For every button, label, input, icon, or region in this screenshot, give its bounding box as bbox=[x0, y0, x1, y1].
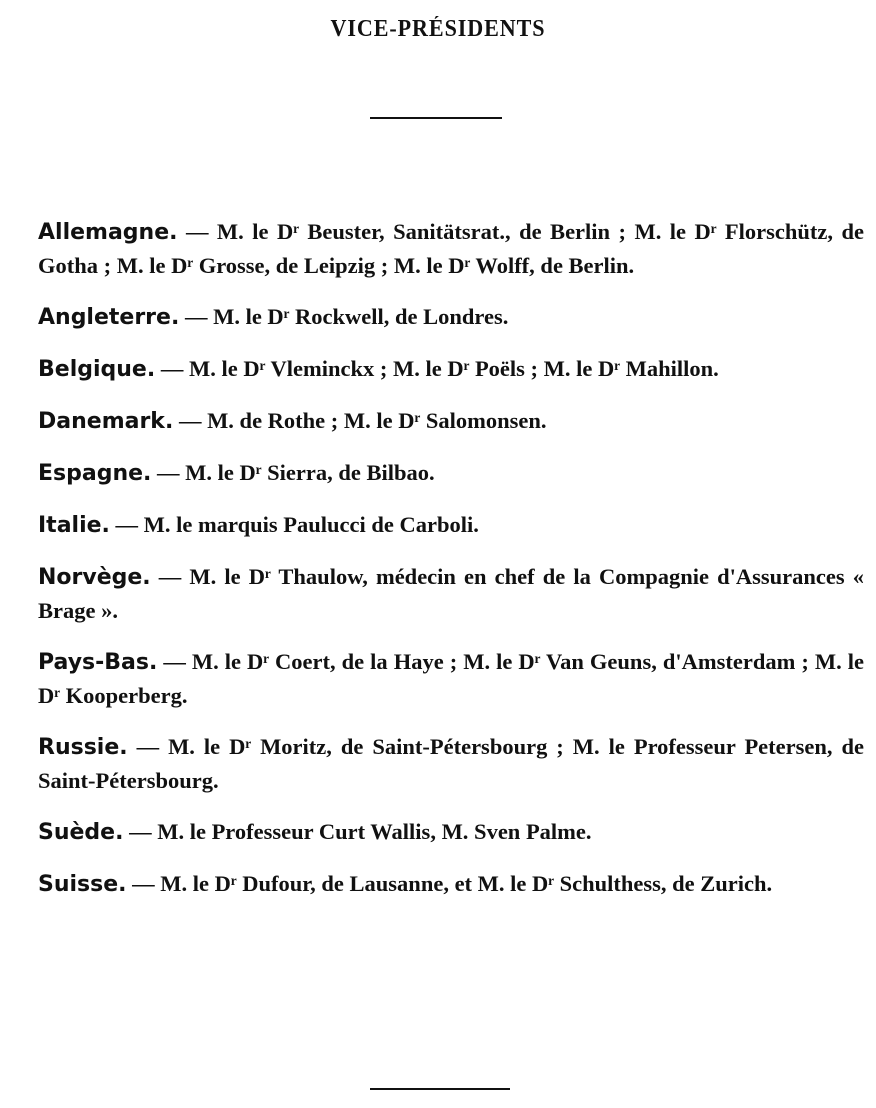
entry-norvege bbox=[38, 560, 864, 627]
country-label: Pays-Bas. bbox=[38, 650, 158, 675]
entry-espagne bbox=[38, 456, 864, 490]
entry-text: — M. le Dʳ Rockwell, de Londres. bbox=[179, 304, 509, 329]
country-label: Italie. bbox=[38, 513, 110, 538]
entry-russie bbox=[38, 730, 864, 797]
entry-text: — M. le Dʳ Sierra, de Bilbao. bbox=[151, 460, 435, 485]
country-label: Suède. bbox=[38, 820, 124, 845]
country-label: Norvège. bbox=[38, 565, 151, 590]
entry-italie bbox=[38, 508, 864, 542]
entry-text: — M. de Rothe ; M. le Dʳ Salomonsen. bbox=[173, 408, 547, 433]
country-label: Suisse. bbox=[38, 872, 127, 897]
entry-text: — M. le Dʳ Moritz, de Saint-Pétersbourg ; M. le Professeur Petersen, de Saint-Pétersbourg. bbox=[38, 734, 864, 793]
vice-presidents-list bbox=[38, 215, 864, 919]
entry-suede bbox=[38, 815, 864, 849]
entry-text: — M. le Dʳ Vleminckx ; M. le Dʳ Poëls ; M. le Dʳ Mahillon. bbox=[155, 356, 719, 381]
entry-text: — M. le Dʳ Coert, de la Haye ; M. le Dʳ Van Geuns, d'Amsterdam ; M. le Dʳ Kooperberg. bbox=[38, 649, 864, 708]
entry-text: — M. le Dʳ Beuster, Sanitätsrat., de Berlin ; M. le Dʳ Florschütz, de Gotha ; M. le Dʳ Grosse, de Leipzig ; M. le Dʳ Wolff, de Berlin. bbox=[38, 219, 864, 278]
country-label: Russie. bbox=[38, 735, 128, 760]
entry-text: — M. le Professeur Curt Wallis, M. Sven Palme. bbox=[123, 819, 592, 844]
entry-text: — M. le Dʳ Thaulow, médecin en chef de la Compagnie d'Assurances « Brage ». bbox=[38, 564, 864, 623]
bottom-divider bbox=[370, 1088, 510, 1090]
entry-text: — M. le Dʳ Dufour, de Lausanne, et M. le Dʳ Schulthess, de Zurich. bbox=[126, 871, 773, 896]
entry-text: — M. le marquis Paulucci de Carboli. bbox=[109, 512, 479, 537]
entry-danemark bbox=[38, 404, 864, 438]
country-label: Espagne. bbox=[38, 461, 152, 486]
country-label: Allemagne. bbox=[38, 220, 178, 245]
top-divider bbox=[370, 117, 502, 119]
entry-pays-bas bbox=[38, 645, 864, 712]
entry-suisse bbox=[38, 867, 864, 901]
entry-allemagne bbox=[38, 215, 864, 282]
country-label: Danemark. bbox=[38, 409, 174, 434]
country-label: Belgique. bbox=[38, 357, 156, 382]
entry-angleterre bbox=[38, 300, 864, 334]
entry-belgique bbox=[38, 352, 864, 386]
page-title: VICE-PRÉSIDENTS bbox=[330, 16, 546, 42]
country-label: Angleterre. bbox=[38, 305, 180, 330]
